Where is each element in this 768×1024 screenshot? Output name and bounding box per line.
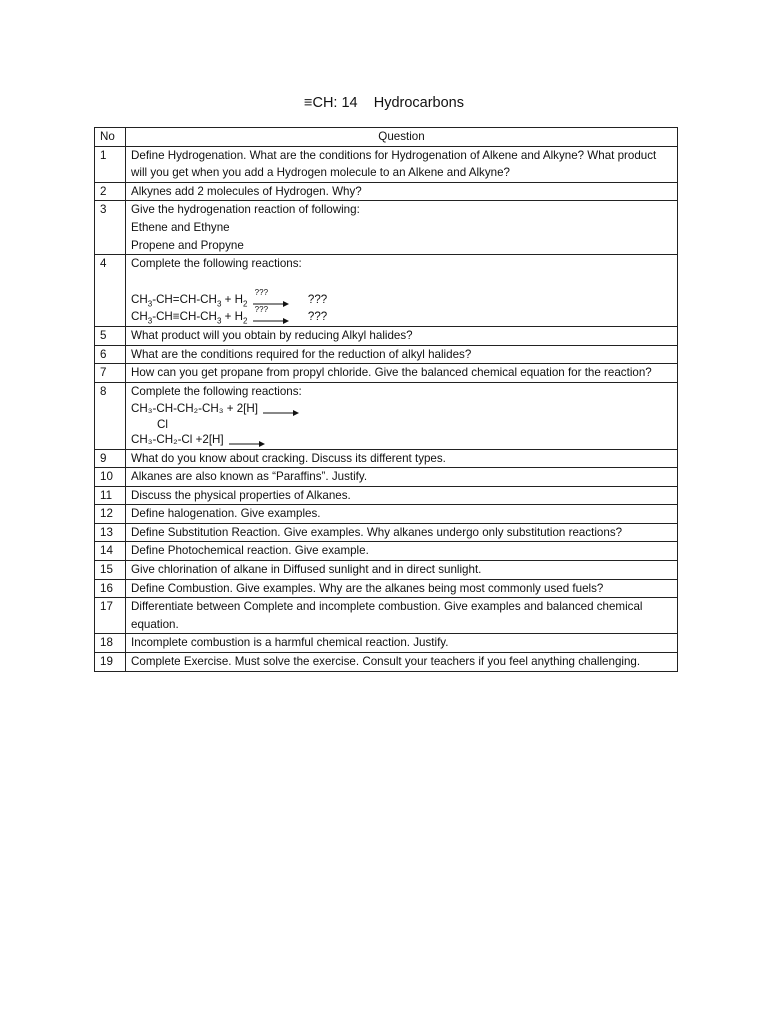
row-number: 3 xyxy=(95,201,126,255)
reaction-arrow-icon xyxy=(253,305,289,322)
table-row xyxy=(95,653,678,672)
reaction-lhs: CH xyxy=(131,310,148,324)
question-text: Incomplete combustion is a harmful chemical reaction. Justify. xyxy=(126,634,678,653)
row-number: 4 xyxy=(95,255,126,327)
column-header-question: Question xyxy=(126,128,678,147)
question-line: Complete the following reactions: xyxy=(131,257,302,271)
row-number: 13 xyxy=(95,523,126,542)
row-number: 14 xyxy=(95,542,126,561)
table-row xyxy=(95,505,678,524)
row-number: 5 xyxy=(95,326,126,345)
table-row xyxy=(95,523,678,542)
subscript: 3 xyxy=(216,316,222,326)
reaction-lhs: + H xyxy=(221,310,243,324)
question-line: Ethene and Ethyne xyxy=(131,220,230,234)
question-text: Give chlorination of alkane in Diffused sunlight and in direct sunlight. xyxy=(126,561,678,580)
chlorine-branch: Cl xyxy=(157,417,168,431)
table-row xyxy=(95,364,678,383)
row-number: 16 xyxy=(95,579,126,598)
row-number: 11 xyxy=(95,486,126,505)
row-number: 10 xyxy=(95,468,126,487)
question-text: What do you know about cracking. Discuss its different types. xyxy=(126,449,678,468)
table-row xyxy=(95,468,678,487)
question-text: Alkanes are also known as “Paraffins”. Justify. xyxy=(126,468,678,487)
page-title: ≡CH: 14 Hydrocarbons xyxy=(304,95,464,111)
table-row xyxy=(95,561,678,580)
question-cell xyxy=(126,255,678,327)
column-header-no: No xyxy=(95,128,126,147)
row-number: 19 xyxy=(95,653,126,672)
table-row xyxy=(95,579,678,598)
subscript: 3 xyxy=(216,299,222,309)
question-text: Define halogenation. Give examples. xyxy=(126,505,678,524)
questions-table xyxy=(94,127,678,672)
row-number: 12 xyxy=(95,505,126,524)
reaction-equation xyxy=(131,287,672,309)
reaction-lhs: -CH≡CH-CH xyxy=(152,310,217,324)
table-row xyxy=(95,634,678,653)
question-text: Define Photochemical reaction. Give example. xyxy=(126,542,678,561)
subscript: 2 xyxy=(242,316,248,326)
reaction-equation xyxy=(131,400,672,418)
reaction-lhs: CH₃-CH₂-Cl +2[H] xyxy=(131,432,224,446)
question-line: Propene and Propyne xyxy=(131,238,244,252)
question-text: Define Combustion. Give examples. Why are the alkanes being most commonly used fuels? xyxy=(126,579,678,598)
row-number: 9 xyxy=(95,449,126,468)
subscript: 2 xyxy=(242,299,248,309)
question-text: Differentiate between Complete and incomplete combustion. Give examples and balanced chemical equation. xyxy=(126,598,678,634)
reaction-arrow-icon xyxy=(253,287,289,305)
reaction-product: ??? xyxy=(307,292,328,306)
question-cell xyxy=(126,382,678,449)
reaction-equation xyxy=(131,305,672,326)
row-number: 17 xyxy=(95,598,126,634)
table-row xyxy=(95,345,678,364)
table-row xyxy=(95,542,678,561)
reaction-lhs: + H xyxy=(221,292,243,306)
subscript: 3 xyxy=(147,299,153,309)
question-line: Complete the following reactions: xyxy=(131,384,302,398)
row-number: 8 xyxy=(95,382,126,449)
question-text: What are the conditions required for the reduction of alkyl halides? xyxy=(126,345,678,364)
question-text: Define Hydrogenation. What are the conditions for Hydrogenation of Alkene and Alkyne? What product will you get when you add a Hydrogen molecule to an Alkene and Alkyne? xyxy=(126,146,678,182)
arrow-label: ??? xyxy=(254,305,269,315)
table-row xyxy=(95,449,678,468)
reaction-equation xyxy=(131,431,672,449)
table-header-row xyxy=(95,128,678,147)
reaction-lhs: CH₃-CH-CH₂-CH₃ + 2[H] xyxy=(131,402,258,416)
question-text: Alkynes add 2 molecules of Hydrogen. Why? xyxy=(126,182,678,201)
reaction-arrow-icon xyxy=(229,435,265,445)
table-row xyxy=(95,201,678,255)
table-row xyxy=(95,326,678,345)
table-row xyxy=(95,598,678,634)
subscript: 3 xyxy=(147,316,153,326)
reaction-lhs: CH xyxy=(131,292,148,306)
row-number: 7 xyxy=(95,364,126,383)
table-row xyxy=(95,182,678,201)
row-number: 1 xyxy=(95,146,126,182)
row-number: 2 xyxy=(95,182,126,201)
table-row xyxy=(95,486,678,505)
table-row xyxy=(95,146,678,182)
question-text: What product will you obtain by reducing Alkyl halides? xyxy=(126,326,678,345)
question-text: Define Substitution Reaction. Give examples. Why alkanes undergo only substitution reactions? xyxy=(126,523,678,542)
question-cell xyxy=(126,201,678,255)
question-text: Complete Exercise. Must solve the exercise. Consult your teachers if you feel anything challenging. xyxy=(126,653,678,672)
arrow-label: ??? xyxy=(254,287,269,297)
row-number: 18 xyxy=(95,634,126,653)
reaction-product: ??? xyxy=(307,310,328,324)
reaction-arrow-icon xyxy=(263,404,299,414)
question-line: Give the hydrogenation reaction of following: xyxy=(131,203,360,217)
question-text: Discuss the physical properties of Alkanes. xyxy=(126,486,678,505)
question-text: How can you get propane from propyl chloride. Give the balanced chemical equation for the reaction? xyxy=(126,364,678,383)
table-row xyxy=(95,382,678,449)
row-number: 6 xyxy=(95,345,126,364)
row-number: 15 xyxy=(95,561,126,580)
table-row xyxy=(95,255,678,327)
reaction-lhs: -CH=CH-CH xyxy=(152,292,217,306)
